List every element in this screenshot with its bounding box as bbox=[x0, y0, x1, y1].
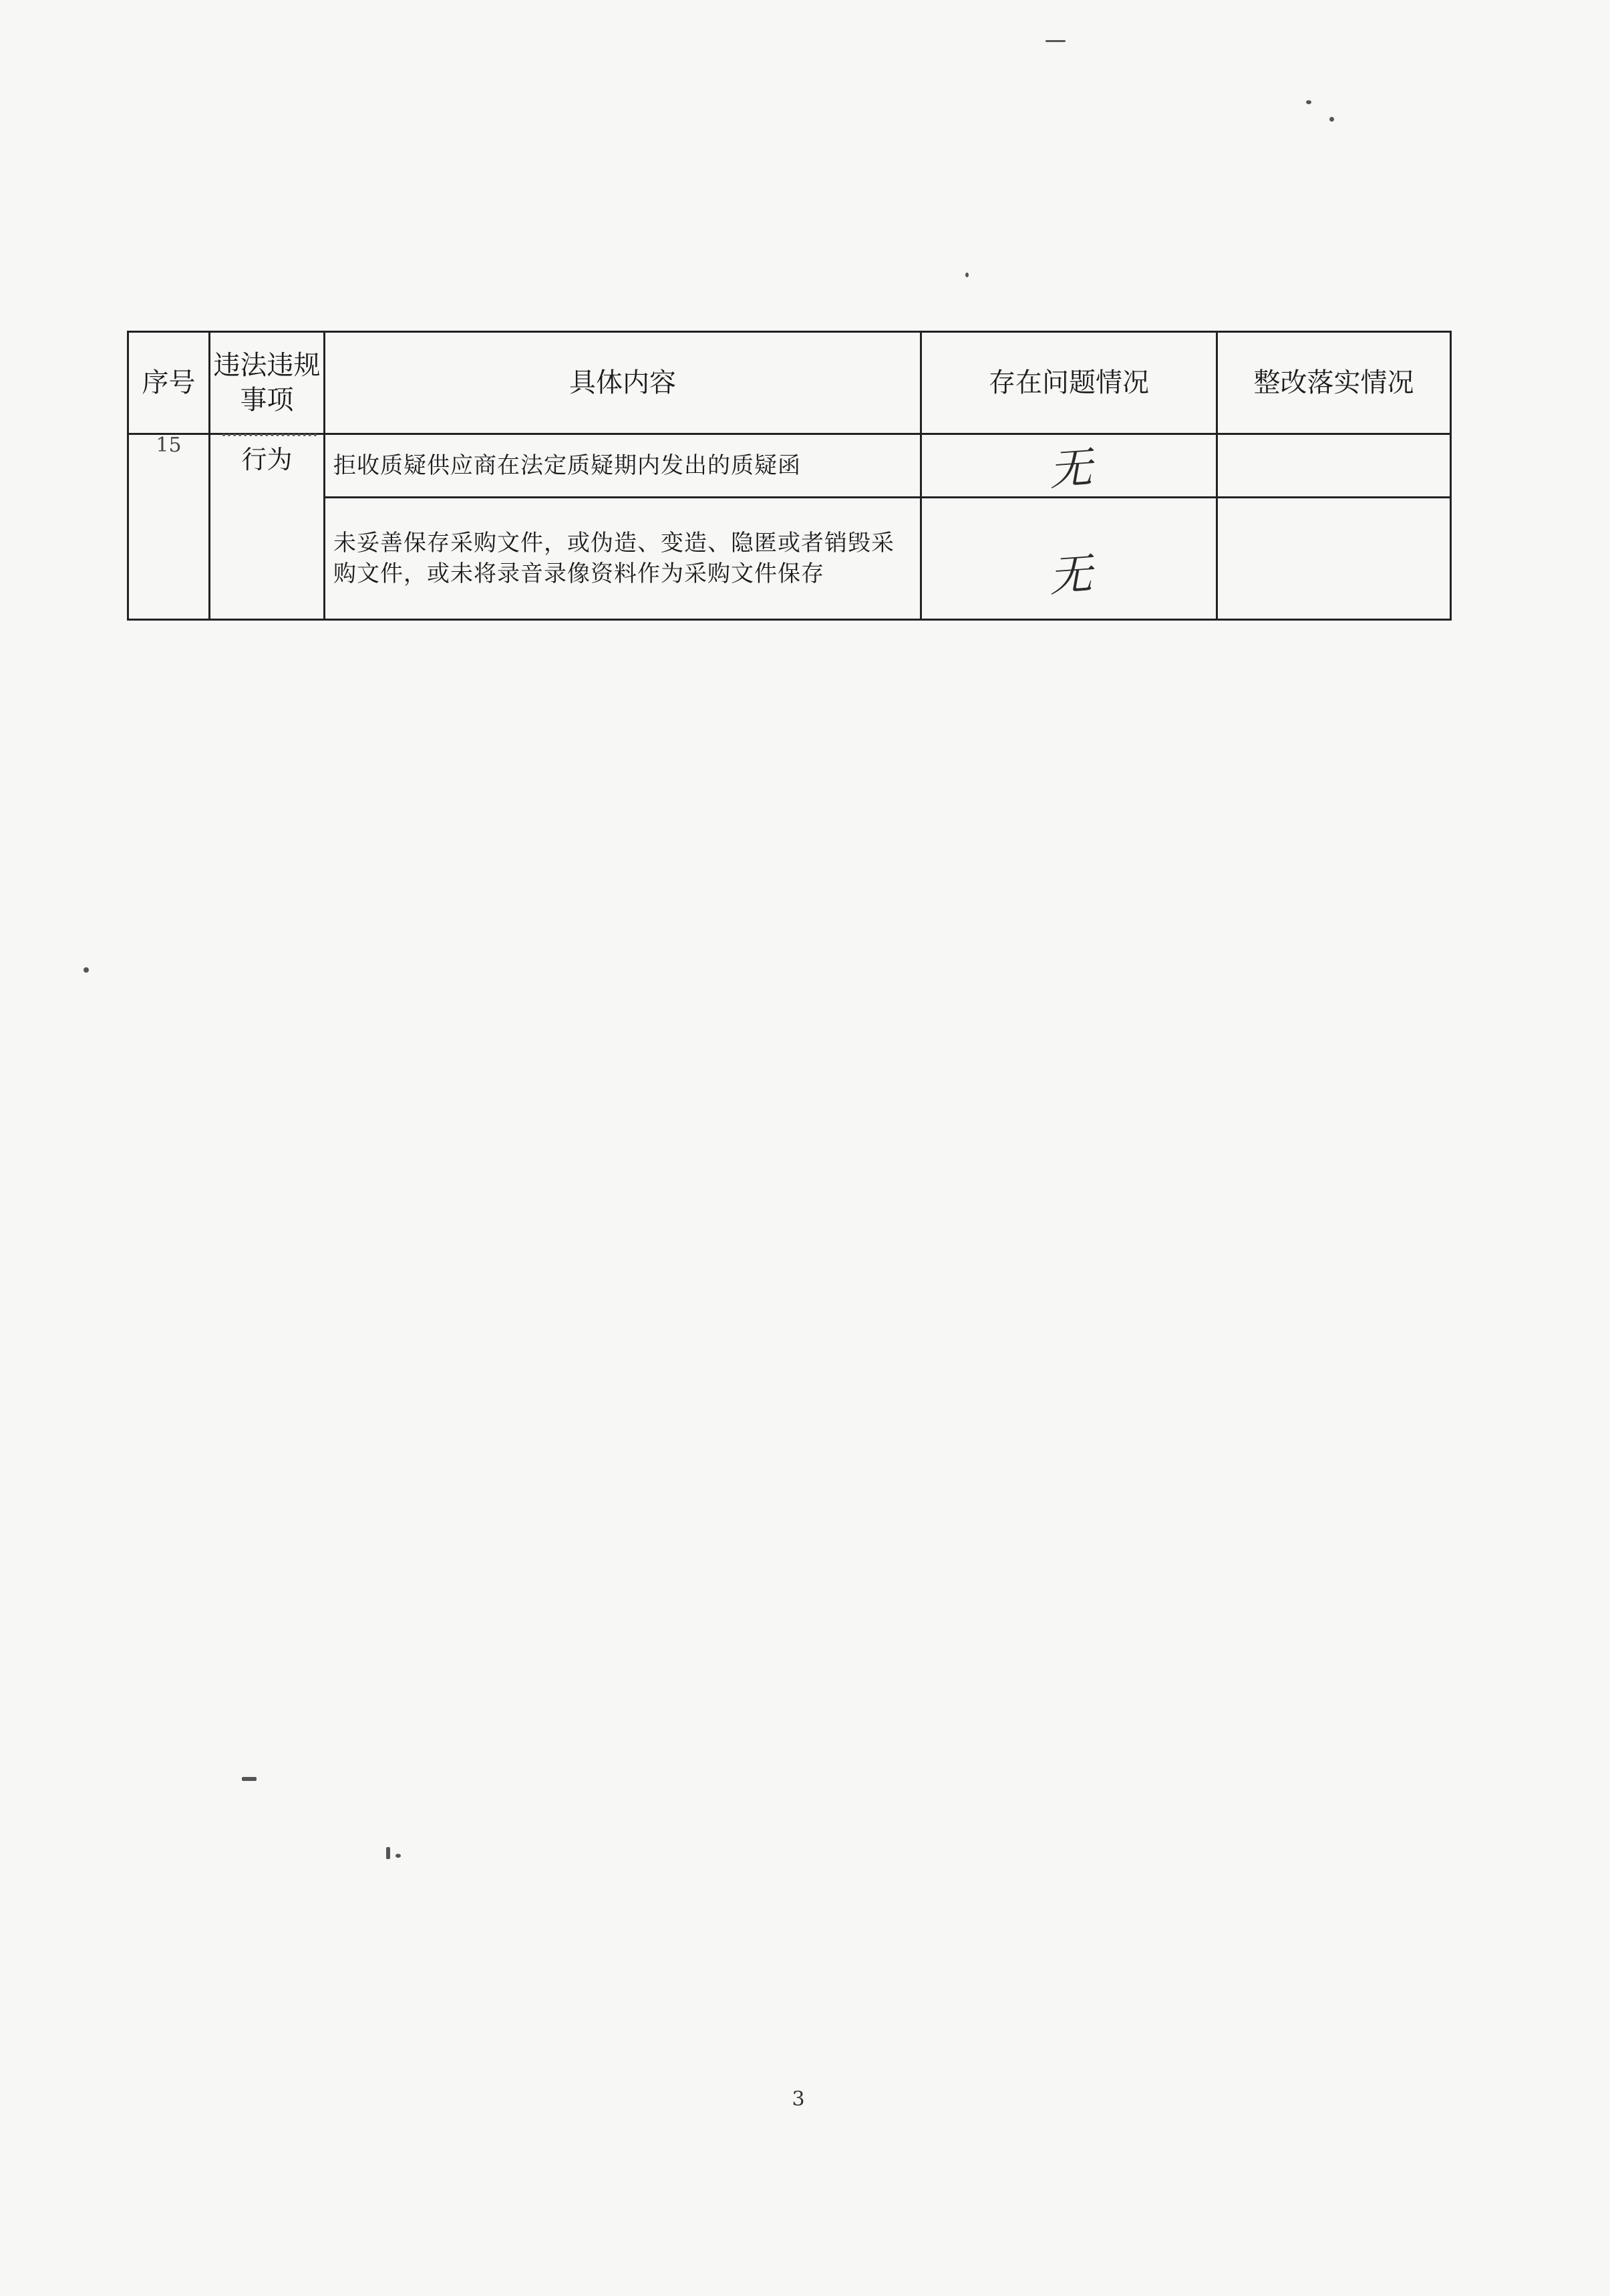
table-header-row bbox=[128, 332, 1451, 434]
scan-speck bbox=[395, 1854, 401, 1858]
seq-cell bbox=[128, 434, 210, 620]
scan-speck bbox=[386, 1847, 390, 1859]
violation-item-cell bbox=[210, 434, 325, 620]
handwritten-answer: 无 bbox=[1047, 549, 1091, 602]
scan-speck bbox=[1329, 117, 1334, 122]
seq-number: 15 bbox=[156, 434, 182, 457]
rectification-cell bbox=[1217, 434, 1451, 498]
content-cell: 拒收质疑供应商在法定质疑期内发出的质疑函 bbox=[325, 434, 921, 498]
header-content: 具体内容 bbox=[325, 332, 921, 434]
rectification-cell bbox=[1217, 498, 1451, 620]
scan-speck bbox=[242, 1777, 257, 1781]
problem-cell bbox=[921, 434, 1217, 498]
header-violation-item: 违法违规事项 bbox=[210, 332, 325, 434]
problem-cell bbox=[921, 498, 1217, 620]
header-seq: 序号 bbox=[128, 332, 210, 434]
handwritten-answer: 无 bbox=[1047, 443, 1091, 496]
header-rectification: 整改落实情况 bbox=[1217, 332, 1451, 434]
header-problem: 存在问题情况 bbox=[921, 332, 1217, 434]
cut-off-text-fragment bbox=[222, 434, 317, 443]
scan-speck bbox=[84, 967, 89, 973]
compliance-table bbox=[127, 331, 1452, 621]
table-row bbox=[128, 498, 1451, 620]
violation-item-text: 行为 bbox=[210, 439, 323, 476]
content-cell: 未妥善保存采购文件，或伪造、变造、隐匿或者销毁采购文件，或未将录音录像资料作为采购文件保存 bbox=[325, 498, 921, 620]
page-number: 3 bbox=[792, 2088, 805, 2111]
scan-speck bbox=[1306, 100, 1311, 104]
table-row bbox=[128, 434, 1451, 498]
scan-speck bbox=[1045, 40, 1066, 42]
scan-speck bbox=[965, 273, 969, 277]
